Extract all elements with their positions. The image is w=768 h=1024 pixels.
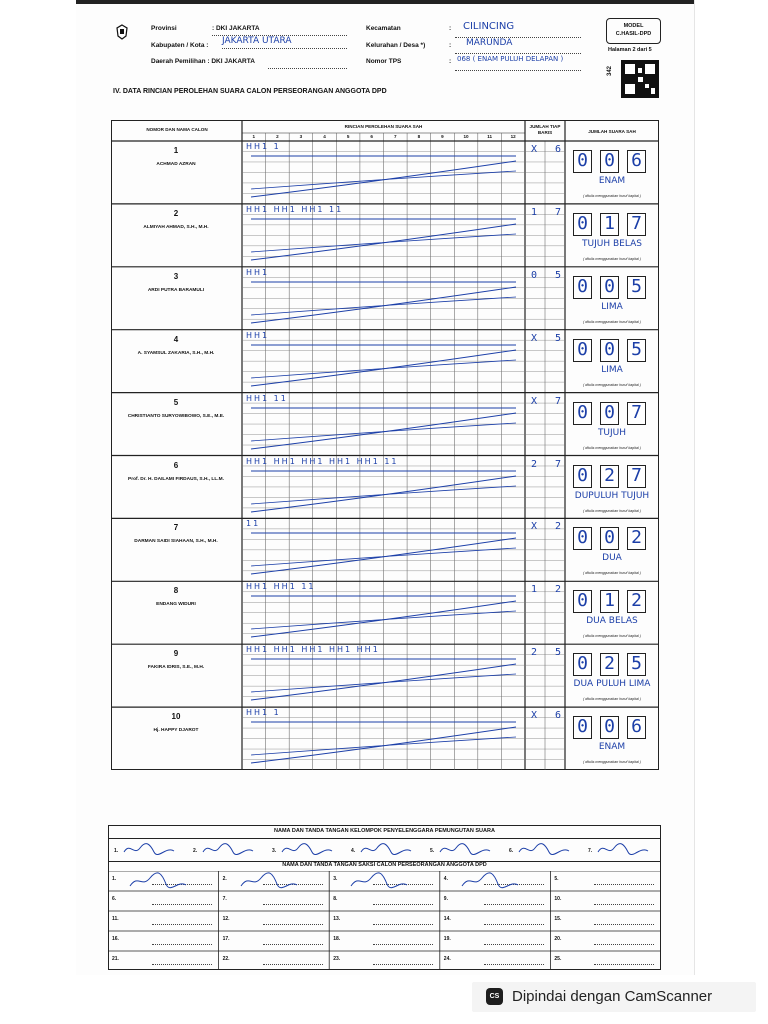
vote-digit-box: 2 (600, 465, 619, 488)
tally-marks: HH1 HH1 HH1 HH1 HH1 11 (246, 456, 399, 466)
kpps-signature-slot: 5. (430, 848, 435, 854)
row-total: 1 2 (531, 584, 568, 596)
candidate-name: ENDANG WIDURI (156, 602, 196, 608)
saksi-signature-slot: 21. (112, 956, 119, 962)
candidate-number: 10 (171, 712, 181, 722)
candidate-number: 7 (173, 523, 179, 533)
tally-column-number: 6 (370, 134, 373, 139)
row-total: X 5 (531, 332, 568, 344)
saksi-dotted-line (263, 964, 323, 965)
row-total: 2 7 (531, 458, 568, 470)
tally-strike-lines (246, 719, 521, 767)
camscanner-logo-icon: CS (486, 988, 503, 1005)
saksi-signature-slot: 5. (554, 876, 559, 882)
row-total: 0 5 (531, 269, 568, 281)
row-total: 2 5 (531, 647, 568, 659)
signature-icon (596, 840, 651, 858)
strike-line (251, 727, 516, 763)
tally-column-number: 10 (463, 134, 469, 139)
candidate-name: DARMAN SAIDI SIAHAAN, S.H., M.H. (134, 539, 218, 545)
candidate-number: 1 (173, 146, 179, 155)
signature-icon (460, 872, 520, 890)
vote-digit-box: 0 (600, 527, 619, 550)
tally-marks: HH1 1 (246, 708, 281, 718)
halaman-label: Halaman 2 dari 5 (608, 47, 652, 53)
tally-strike-lines (246, 593, 521, 641)
col-jumlah-suara-header: JUMLAH SUARA SAH (588, 129, 636, 134)
signature-stroke (124, 844, 174, 855)
vote-digit-box: 0 (573, 465, 592, 488)
vote-digit-box: 0 (573, 653, 592, 676)
candidate-number: 9 (173, 649, 179, 659)
vote-digit-box: 0 (573, 527, 592, 550)
saksi-signature-slot: 24. (443, 956, 451, 962)
signature-stroke (361, 844, 411, 855)
strike-line (251, 538, 516, 574)
saksi-dotted-line (263, 944, 323, 945)
vote-digit-box: 1 (600, 590, 619, 613)
vote-digit-box: 5 (627, 653, 646, 676)
candidate-number: 8 (173, 586, 179, 596)
tally-marks: HH1 HH1 HH1 HH1 HH1 (246, 645, 380, 655)
vote-digit-box: 7 (627, 402, 646, 425)
row-total: X 6 (531, 710, 568, 722)
vote-digit-box: 1 (600, 213, 619, 236)
vote-digit-box: 2 (627, 590, 646, 613)
tally-marks: HH1 HH1 HH1 11 (246, 204, 344, 214)
saksi-dotted-line (373, 904, 433, 905)
saksi-dotted-line (594, 904, 654, 905)
tally-strike-lines (246, 405, 521, 453)
vote-in-words: ENAM (598, 742, 626, 753)
saksi-dotted-line (373, 964, 433, 965)
saksi-signature-slot: 22. (222, 956, 230, 962)
model-box (606, 18, 661, 44)
capital-letters-caption: ( ditulis menggunakan huruf kapital ) (583, 382, 641, 387)
saksi-dotted-line (484, 944, 544, 945)
row-total: 1 7 (531, 206, 568, 218)
saksi-signature-slot: 8. (333, 896, 338, 902)
vote-digit-box: 5 (627, 339, 646, 362)
signature-stroke (130, 873, 186, 888)
saksi-dotted-line (594, 884, 654, 885)
kelurahan-label: Kelurahan / Desa *) (366, 42, 426, 49)
kpps-signature-slot: 6. (509, 848, 514, 854)
candidate-number: 6 (173, 460, 179, 470)
tally-strike-lines (246, 279, 521, 327)
vote-digit-box: 0 (600, 150, 619, 173)
vote-digit-box: 0 (573, 276, 592, 299)
signature-stroke (598, 844, 648, 855)
kabupaten-value: JAKARTA UTARA (222, 36, 292, 46)
vote-in-words: DUA BELAS (586, 616, 638, 627)
vote-digit-box: 7 (627, 465, 646, 488)
tally-column-number: 3 (299, 134, 303, 139)
candidate-name: ARDI PUTRA BARAMULI (147, 287, 205, 293)
saksi-dotted-line (484, 924, 544, 925)
signature-icon (128, 872, 188, 890)
vote-digit-box: 0 (573, 402, 592, 425)
vote-in-words: DUA (602, 553, 622, 564)
signature-stroke (351, 873, 407, 888)
capital-letters-caption: ( ditulis menggunakan huruf kapital ) (583, 634, 641, 639)
row-total: X 7 (531, 395, 568, 407)
kpps-signature-slot: 3. (272, 848, 277, 854)
kpps-title: NAMA DAN TANDA TANGAN KELOMPOK PENYELENGGARA PEMUNGUTAN SUARA (274, 828, 495, 834)
candidate-name: Hj. HAPPY DJAROT (153, 728, 199, 734)
vote-in-words: TUJUH (597, 427, 627, 438)
vote-digit-box: 0 (600, 276, 619, 299)
vote-digit-box: 0 (600, 402, 619, 425)
signature-icon (517, 840, 572, 858)
saksi-signature-slot: 20. (554, 936, 562, 942)
provinsi-label: Provinsi (151, 25, 177, 32)
saksi-dotted-line (484, 904, 544, 905)
tally-strike-lines (246, 342, 521, 390)
strike-line (251, 224, 516, 260)
col-jumlah-baris-header: JUMLAH TIAP BARIS (529, 124, 561, 135)
tally-marks: HH1 (246, 330, 270, 340)
kecamatan-value: CILINCING (463, 21, 515, 32)
vote-digit-box: 0 (600, 716, 619, 739)
candidate-name: CHRISTIANTO SURYOWIBOWO, S.E., M.E. (127, 413, 225, 419)
vote-in-words: ENAM (598, 176, 626, 186)
tally-column-number: 12 (510, 134, 516, 139)
tally-column-number: 11 (487, 134, 493, 139)
kpps-signature-slot: 4. (351, 848, 356, 854)
vote-in-words: LIMA (601, 301, 623, 312)
saksi-title: NAMA DAN TANDA TANGAN SAKSI CALON PERSEORANGAN ANGGOTA DPD (282, 862, 487, 868)
tally-column-number: 2 (276, 134, 279, 139)
saksi-signature-slot: 14. (443, 916, 451, 922)
kabupaten-label: Kabupaten / Kota : (151, 42, 209, 49)
tally-marks: HH1 1 (246, 142, 281, 151)
tally-strike-lines (246, 468, 521, 516)
vote-in-words: DUPULUH TUJUH (574, 490, 650, 501)
tally-column-number: 7 (394, 134, 397, 139)
saksi-signature-slot: 18. (333, 936, 341, 942)
candidate-number: 4 (173, 334, 179, 344)
saksi-signature-slot: 17. (222, 936, 230, 942)
saksi-signature-slot: 6. (112, 896, 117, 902)
tally-marks: HH1 (246, 267, 270, 277)
vote-digit-box: 7 (627, 213, 646, 236)
candidate-name: Prof. Dr. H. DAILAMI FIRDAUS, S.H., LL.M. (128, 476, 224, 482)
signature-icon (349, 872, 409, 890)
tally-column-number: 5 (346, 134, 350, 139)
tally-strike-lines (246, 530, 521, 578)
kpps-signature-slot: 7. (588, 848, 593, 854)
saksi-signature-slot: 15. (554, 916, 562, 922)
saksi-signature-slot: 1. (112, 876, 117, 882)
capital-letters-caption: ( ditulis menggunakan huruf kapital ) (583, 508, 641, 513)
capital-letters-caption: ( ditulis menggunakan huruf kapital ) (583, 256, 641, 261)
vote-digit-box: 5 (627, 276, 646, 299)
vote-digit-box: 0 (600, 339, 619, 362)
saksi-signature-slot: 10. (554, 896, 562, 902)
qr-number: 342 (607, 65, 614, 77)
col-nomor-header: NOMOR DAN NAMA CALON (146, 127, 208, 132)
saksi-dotted-line (594, 964, 654, 965)
vote-digit-box: 2 (600, 653, 619, 676)
vote-in-words: DUA PULUH LIMA (573, 679, 651, 690)
vote-digit-box: 0 (573, 339, 592, 362)
signature-icon (280, 840, 335, 858)
kelurahan-line (455, 43, 581, 54)
tally-strike-lines (246, 656, 521, 704)
saksi-signature-slot: 23. (333, 956, 341, 962)
saksi-signature-slot: 11. (112, 916, 119, 922)
kecamatan-colon: : (449, 25, 452, 32)
vote-digit-box: 6 (627, 150, 646, 173)
saksi-signature-slot: 12. (222, 916, 230, 922)
saksi-dotted-line (594, 944, 654, 945)
signature-stroke (440, 844, 490, 855)
section-title: IV. DATA RINCIAN PEROLEHAN SUARA CALON PERSEORANGAN ANGGOTA DPD (113, 88, 387, 95)
saksi-signature-slot: 9. (443, 896, 448, 902)
tally-marks: HH1 HH1 11 (246, 582, 316, 592)
saksi-signature-slot: 2. (222, 876, 227, 882)
tally-column-number: 8 (417, 134, 421, 139)
saksi-dotted-line (263, 924, 323, 925)
vote-in-words: TUJUH BELAS (582, 238, 642, 249)
strike-line (251, 664, 516, 700)
tally-strike-lines (246, 153, 521, 201)
kabupaten-line (222, 38, 347, 49)
capital-letters-caption: ( ditulis menggunakan huruf kapital ) (583, 319, 641, 324)
candidate-name: A. SYAMSUL ZAKARIA, S.H., M.H. (137, 350, 215, 356)
tally-column-number: 9 (441, 134, 444, 139)
capital-letters-caption: ( ditulis menggunakan huruf kapital ) (583, 571, 641, 576)
tps-value: 068 ( ENAM PULUH DELAPAN ) (457, 55, 564, 63)
sheet-top-edge (76, 0, 694, 4)
saksi-signature-slot: 7. (222, 896, 227, 902)
daerah-line (268, 58, 347, 69)
provinsi-line (212, 25, 347, 36)
strike-line (251, 350, 516, 386)
candidate-number: 3 (173, 271, 179, 281)
tally-strike-lines (246, 216, 521, 264)
vote-digit-box: 0 (573, 213, 592, 236)
saksi-dotted-line (152, 944, 212, 945)
strike-line (251, 476, 516, 512)
saksi-signature-slot: 13. (333, 916, 341, 922)
saksi-dotted-line (263, 904, 323, 905)
saksi-signature-slot: 16. (112, 936, 119, 942)
vote-digit-box: 6 (627, 716, 646, 739)
vote-digit-box: 2 (627, 527, 646, 550)
saksi-signature-slot: 25. (554, 956, 562, 962)
vote-digit-box: 0 (573, 590, 592, 613)
col-rincian-header: RINCIAN PEROLEHAN SUARA SAH (344, 124, 423, 129)
saksi-dotted-line (152, 964, 212, 965)
saksi-dotted-line (373, 944, 433, 945)
capital-letters-caption: ( ditulis menggunakan huruf kapital ) (583, 760, 641, 765)
saksi-dotted-line (152, 904, 212, 905)
tally-marks: 11 (246, 519, 261, 529)
signature-icon (359, 840, 414, 858)
kecamatan-line (455, 27, 581, 38)
signature-stroke (519, 844, 569, 855)
qr-code-icon (621, 60, 659, 98)
signature-stroke (203, 844, 253, 855)
candidate-number: 5 (173, 397, 179, 407)
strike-line (251, 161, 516, 197)
row-total: X 2 (531, 521, 568, 533)
signature-icon (239, 872, 299, 890)
kpu-emblem-icon (116, 24, 128, 40)
signature-icon (201, 840, 256, 858)
kpps-signature-slot: 1. (114, 848, 119, 854)
tps-colon: : (449, 58, 452, 65)
saksi-dotted-line (152, 924, 212, 925)
candidate-number: 2 (173, 208, 179, 218)
strike-line (251, 601, 516, 637)
saksi-signature-slot: 3. (333, 876, 338, 882)
saksi-dotted-line (594, 924, 654, 925)
capital-letters-caption: ( ditulis menggunakan huruf kapital ) (583, 194, 641, 198)
kpps-signature-slot: 2. (193, 848, 198, 854)
candidate-name: FAKIRA IDRIS, S.E., M.H. (147, 665, 205, 671)
model-line1: MODEL (623, 23, 644, 29)
capital-letters-caption: ( ditulis menggunakan huruf kapital ) (583, 697, 641, 702)
tps-line (455, 60, 581, 71)
tally-column-number: 4 (323, 134, 326, 139)
camscanner-text: Dipindai dengan CamScanner (512, 988, 713, 1005)
vote-in-words: LIMA (601, 364, 623, 375)
tally-marks: HH1 11 (246, 393, 288, 403)
saksi-dotted-line (484, 964, 544, 965)
saksi-signature-slot: 4. (443, 876, 448, 882)
daerah-label: Daerah Pemilihan : DKI JAKARTA (151, 58, 255, 65)
signature-stroke (462, 873, 518, 888)
signature-stroke (282, 844, 332, 855)
signature-icon (438, 840, 493, 858)
capital-letters-caption: ( ditulis menggunakan huruf kapital ) (583, 445, 641, 450)
signature-icon (122, 840, 177, 858)
saksi-signature-slot: 19. (443, 936, 451, 942)
kelurahan-value: MARUNDA (466, 38, 513, 48)
signature-stroke (241, 873, 297, 888)
strike-line (251, 413, 516, 449)
strike-line (251, 287, 516, 323)
candidate-name: ACHMAD AZRAN (156, 162, 196, 167)
provinsi-value: : DKI JAKARTA (212, 25, 260, 32)
vote-digit-box: 0 (573, 716, 592, 739)
tps-label: Nomor TPS (366, 58, 402, 65)
kecamatan-label: Kecamatan (366, 25, 401, 32)
kelurahan-colon: : (449, 42, 452, 49)
vote-digit-box: 0 (573, 150, 592, 173)
model-line2: C.HASIL-DPD (615, 31, 652, 37)
candidate-name: ALMIYAH AHMAD, S.H., M.H. (143, 224, 209, 230)
tally-column-number: 1 (252, 134, 256, 139)
row-total: X 6 (531, 144, 568, 155)
saksi-dotted-line (373, 924, 433, 925)
